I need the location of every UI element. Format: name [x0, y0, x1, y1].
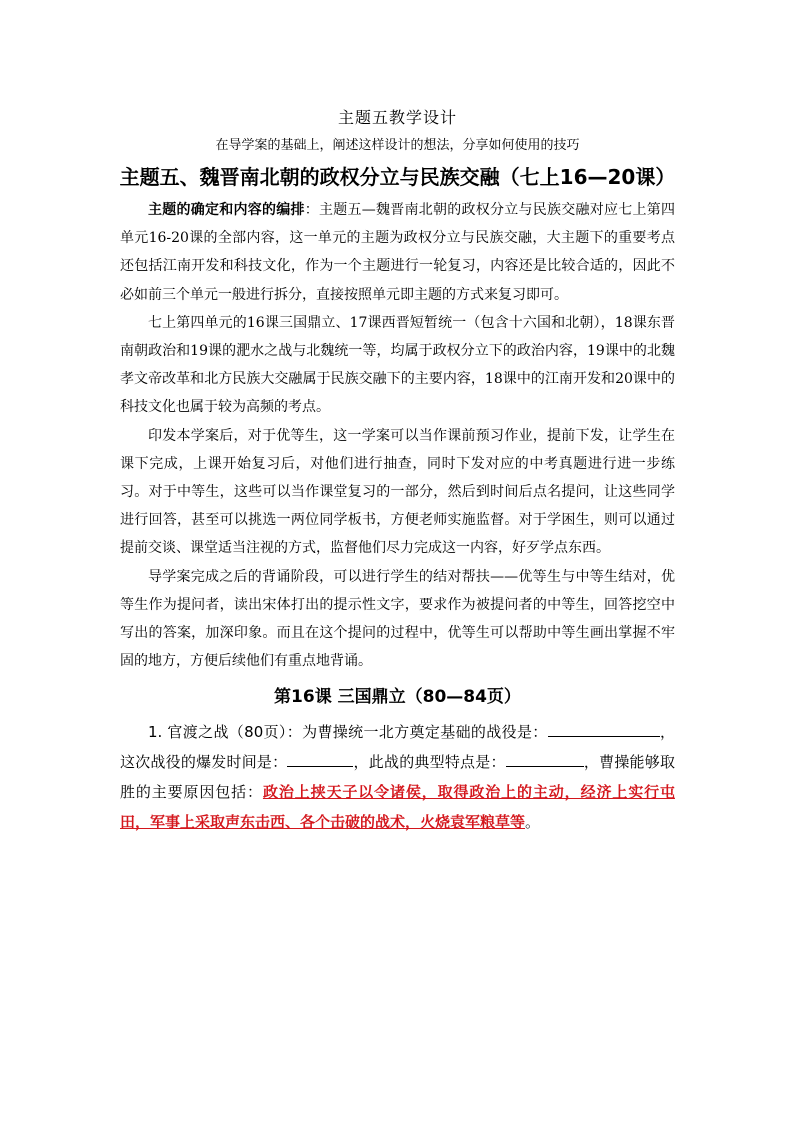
- topic-arrangement-label: 主题的确定和内容的编排: [148, 202, 305, 218]
- topic-arrangement-text: ：主题五—魏晋南北朝的政权分立与民族交融对应七上第四单元16-20课的全部内容，这一单元的主题为政权分立与民族交融，大主题下的重要考点还包括江南开发和科技文化，作为一个主题进行一轮复习，内容还是比较合适的，因此不必如前三个单元一般进行拆分，直接按照单元即主题的方式来复习即可。: [120, 202, 675, 303]
- question-text-part1: 1. 官渡之战（80页）：为曹操统一北方奠定基础的战役是：: [148, 723, 548, 742]
- paragraph-topic-arrangement: [120, 196, 675, 309]
- blank-battle-name[interactable]: [548, 718, 660, 737]
- lesson-heading: 第16课 三国鼎立（80—84页）: [274, 687, 521, 708]
- document-page: [120, 100, 675, 837]
- question-text-part2: ，这次战役的爆发时间是：: [120, 723, 675, 772]
- question-end: 。: [525, 813, 541, 832]
- paragraph-usage-method: 印发本学案后，对于优等生，这一学案可以当作课前预习作业，提前下发，让学生在课下完成，上课开始复习后，对他们进行抽查，同时下发对应的中考真题进行进一步练习。对于中等生，这些可以当作课堂复习的一部分，然后到时间后点名提问，让这些同学进行回答，甚至可以挑选一两位同学板书，方便老师实施监督。对于学困生，则可以通过提前交谈、课堂适当注视的方式，监督他们尽力完成这一内容，好歹学点东西。: [120, 427, 675, 557]
- question-text-part4: ，曹操能够取胜的主要原因包括：: [120, 753, 675, 802]
- paragraph-unit-content: 七上第四单元的16课三国鼎立、17课西晋短暂统一（包含十六国和北朝），18课东晋南朝政治和19课的淝水之战与北魏统一等，均属于政权分立下的政治内容，19课中的北魏孝文帝改革和北方民族大交融属于民族交融下的主要内容，18课中的江南开发和20课中的科技文化也属于较为高频的考点。: [120, 314, 675, 416]
- answer-reasons: 政治上挟天子以令诸侯，取得政治上的主动，经济上实行屯田，军事上采取声东击西、各个击破的战术，火烧袁军粮草等: [120, 783, 675, 832]
- blank-battle-feature[interactable]: [506, 748, 584, 767]
- document-title: 主题五教学设计: [337, 108, 457, 127]
- question-guandu: [120, 717, 675, 837]
- blank-battle-date[interactable]: [287, 748, 353, 767]
- question-text-part3: ，此战的典型特点是：: [353, 753, 506, 772]
- document-subtitle: 在导学案的基础上，阐述这样设计的想法，分享如何使用的技巧: [215, 138, 580, 153]
- paragraph-recitation-pairing: 导学案完成之后的背诵阶段，可以进行学生的结对帮扶——优等生与中等生结对，优等生作为提问者，读出宋体打出的提示性文字，要求作为被提问者的中等生，回答挖空中写出的答案，加深印象。而且在这个提问的过程中，优等生可以帮助中等生画出掌握不牢固的地方，方便后续他们有重点地背诵。: [120, 568, 675, 670]
- topic-heading: 主题五、魏晋南北朝的政权分立与民族交融（七上16—20课）: [119, 165, 676, 189]
